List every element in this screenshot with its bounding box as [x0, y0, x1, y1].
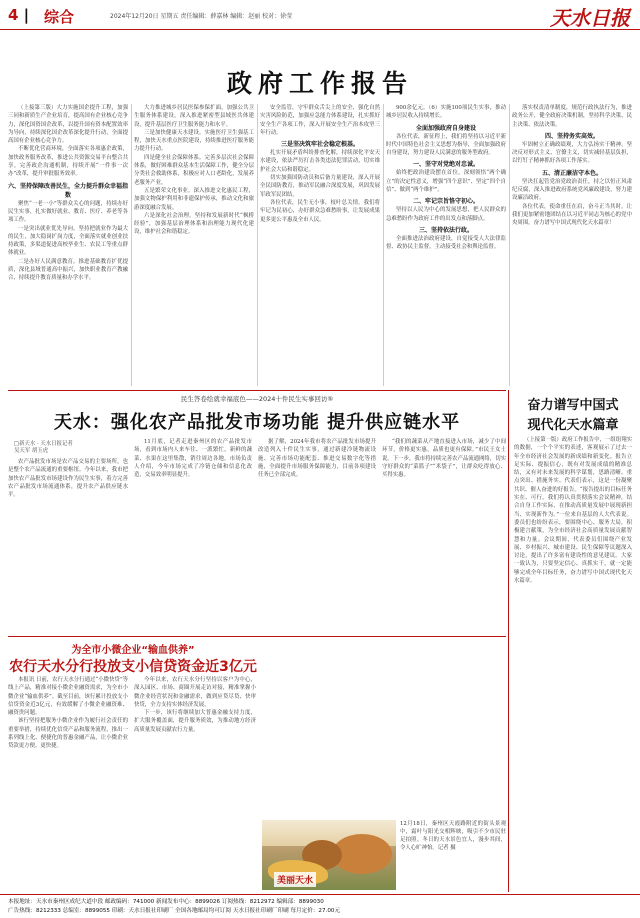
report-paragraph: 五是繁荣文化事业。深入推进文化惠民工程，加强文物保护利用和非遗保护传承，推动文化和旅游深度融合发展。	[134, 187, 254, 211]
report-paragraph: 落实权责清单制度，规范行政执法行为，推进政务公开，健全政府决策机制，坚持科学决策、民主决策、依法决策。	[512, 105, 632, 128]
footer-line: 本报地址：天水市秦州区成纪大道中段 邮政编码：741000 新闻发布中心：8899026 订阅热线：8212972 编辑部：8899030	[8, 899, 324, 905]
lower-column-3	[262, 641, 382, 817]
report-paragraph: 始终把政治建设摆在首位，深刻领悟“两个确立”的决定性意义，增强“四个意识”、坚定“四个自信”、做到“两个维护”。	[386, 170, 506, 194]
footer-line: 广告热线：8212333 总编室：8899055 印刷：天水日报社印刷厂 全国各地邮局均可订阅 天水日报社印刷厂印刷 每月定价：27.00元	[8, 908, 341, 914]
report-paragraph: 切实加强国防动员和后备力量建设，深入开展全民国防教育，推动军民融合深度发展，巩固发展军政军民团结。	[260, 175, 380, 198]
column-divider	[383, 104, 384, 386]
lower-paragraph: 下一步，该行将继续加大普惠金融支持力度，扩大服务覆盖面，提升服务质效，为推动地方经济高质量发展贡献农行力量。	[134, 710, 256, 733]
report-paragraph: 四是健全社会保障体系。完善多层次社会保障体系，做好困难群众基本生活保障工作，健全分层分类社会救助体系，积极应对人口老龄化，发展养老服务产业。	[134, 154, 254, 186]
byline-line: 吴天军 胡玉虎	[14, 448, 49, 454]
report-paragraph: 全面推进法治政府建设，自觉接受人大法律监督、政协民主监督，主动接受社会和舆论监督。	[386, 235, 506, 251]
section-rule	[8, 636, 506, 637]
column-divider	[131, 104, 132, 386]
lower-paragraph: 今年以来，农行天水分行坚持以客户为中心，深入园区、市场、商圈开展走访对接，精准掌握小微企业经营状况和金融需求，做到应贷尽贷、快审快贷，全力支持实体经济发展。	[134, 677, 256, 708]
report-column-1	[8, 104, 128, 389]
column-divider	[509, 104, 510, 386]
report-paragraph: （上接第三版）大力实施国企提升工程，加强三同和新质生产企业培育，提高国有企业核心竞争力，深化国资国企改革，以提升国有资本配置效率为导向，持续深化国企改革深化提升行动，全面提高国有企业核心竞争力。	[8, 105, 128, 145]
report-subheading: 一、坚守对党绝对忠诚。	[412, 161, 479, 169]
report-paragraph: 900余亿元。（6）实施100项民生实事，推动城乡居民收入持续增长。	[386, 105, 506, 120]
report-subheading: 三、坚持依法行政。	[418, 226, 473, 234]
report-column-3	[260, 104, 380, 389]
photo-caption: 12月18日，秦州区天霞路附近的街头景观中，霜叶与阳光交相辉映，吸引不少市民驻足拍照。冬日的天水景色宜人，漫步其间，令人心旷神怡。记者 摄	[400, 821, 506, 851]
sidebar-paragraph: （上接第一版）政府工作报告中，一组组翔实的数据，一个个平实的表述，客观展示了过去一年全市经济社会发展的新成绩和新变化。报告立足实际、提振信心，既有对发展成绩的精准总结，又有对未来发展的科学谋划，思路清晰、重点突出、措施务实。代表们表示，这是一份凝聚共识、催人奋进的好报告。“报告提出的目标任务实在、可行，我们将认真贯彻落实会议精神，结合自身工作实际，在推动高质量发展中展现新担当、实现新作为。”一位来自基层的人大代表说。委员们也纷纷表示，要围绕中心、服务大局，积极建言献策，为全市经济社会高质量发展贡献智慧和力量。会议期间，代表委员们围绕产业发展、乡村振兴、城市建设、民生保障等议题深入讨论，提出了许多富有建设性的意见建议。大家一致认为，只要坚定信心、真抓实干，就一定能够完成全年目标任务，奋力谱写中国式现代化天水篇章。	[514, 437, 632, 585]
footer	[0, 894, 640, 918]
report-subheading: 全面加强政府自身建设	[415, 124, 476, 132]
byline-line: □新天水 · 天水日报记者	[14, 441, 73, 447]
feature-column-4	[382, 438, 506, 633]
feature-headline: 天水：强化农产品批发市场功能 提升供应链水平	[53, 412, 461, 433]
masthead	[0, 0, 640, 30]
page-number: 4 |	[8, 6, 30, 24]
lower-column-4	[386, 641, 506, 817]
report-paragraph: 大力推进城乡居民医保参保扩面，加强公共卫生服务体系建设，深入推进紧密型县域医共体建设，提升基层医疗卫生服务能力和水平。	[134, 105, 254, 128]
report-paragraph: 二是办好人民满意教育。推进基础教育扩优提质，深化县域普通高中振兴，加快职业教育产教融合，持续提升教育质量和办学水平。	[8, 258, 128, 282]
report-subheading: 三是坚决筑牢社会稳定根基。	[280, 141, 359, 149]
report-paragraph: 聚焦“一老一小”等群众关心的问题，持续办好民生实事，扎实做好就业、教育、医疗、养老等各项工作。	[8, 200, 128, 224]
report-subheading: 四、坚持务实高效。	[544, 132, 599, 140]
report-paragraph: 一是突出就业优先导向。坚持把就业作为最大的民生，加大稳岗扩岗力度，全面落实就业创业扶持政策，多渠道促进高校毕业生、农民工等重点群体就业。	[8, 225, 128, 257]
feature-column-3	[258, 438, 376, 633]
report-column-4	[386, 104, 506, 389]
photo-logo: 美丽天水	[274, 872, 316, 887]
report-paragraph: 安全监管，守牢群众舌尖上的安全，强化自然灾害风险防范，加强应急能力体系建设，扎实抓好安全生产各项工作，深入开展安全生产治本攻坚三年行动。	[260, 105, 380, 136]
feature-paragraph: 11月底，记者走进秦州区的农产品批发市场，看到市场内人来车往、一派繁忙，新鲜的蔬菜、水果在这里集散，销往周边各地。市场负责人介绍，今年市场完成了冷链仓储和信息化改造，交易效率明显提升。	[134, 439, 252, 479]
sidebar-title-line2: 现代化天水篇章	[527, 418, 619, 433]
lower-kicker: 为全市小微企业“输血供养”	[71, 645, 195, 656]
newspaper-logo: 天水日报	[550, 6, 630, 30]
feature-column-1	[8, 458, 128, 633]
report-subheading: 二、牢记宗旨恪守初心。	[412, 198, 479, 206]
report-title: 政府工作报告	[226, 69, 413, 98]
report-column-5	[512, 104, 632, 389]
lower-column-2	[134, 676, 256, 891]
report-paragraph: 扎实开展矛盾纠纷排查化解，持续深化平安天水建设，依法严厉打击各类违法犯罪活动，切实维护社会大局和谐稳定。	[260, 150, 380, 173]
lower-paragraph: 该行坚持把服务小微企业作为履行社会责任的重要举措，持续优化信贷产品和服务流程，推出一系列线上化、便捷化的普惠金融产品，让小微企业贷款更方便、更快捷。	[8, 718, 128, 750]
feature-column-2	[134, 438, 252, 633]
report-paragraph: 三是加快健康天水建设。实施医疗卫生强基工程，加快天水重点医院建设，持续推进医疗服务能力提升行动。	[134, 129, 254, 153]
column-divider	[257, 104, 258, 386]
feature-paragraph: 据了解，2024年我市将农产品批发市场提升改造列入十件民生实事，通过新建冷链物流设施、完善市场功能配套、推进交易数字化等措施，全面提升市场服务保障能力，目前各项建设任务已全部完成。	[258, 439, 376, 479]
report-paragraph: 坚持以人民为中心的发展思想，把人民群众的急难愁盼作为政府工作的出发点和落脚点。	[386, 207, 506, 222]
sidebar-body	[514, 436, 632, 891]
report-paragraph: 各位代表，使命重任在肩，奋斗正当其时。让我们更加紧密地团结在以习近平同志为核心的党中央周围，奋力谱写中国式现代化天水篇章！	[512, 203, 632, 227]
report-subheading: 六、坚持保障改善民生，全力提升群众幸福指数	[8, 182, 128, 199]
sidebar-divider	[508, 390, 509, 892]
report-paragraph: 牢固树立正确政绩观，大力弘扬实干精神，坚决反对形式主义、官僚主义，切实减轻基层负担，以钉钉子精神抓好各项工作落实。	[512, 141, 632, 165]
feature-kicker: 民生答卷绘就幸福底色——2024十件民生实事回访⑤	[180, 395, 334, 403]
sidebar-title-line1: 奋力谱写中国式	[527, 398, 619, 413]
report-paragraph: 各位代表，新征程上，我们将坚持以习近平新时代中国特色社会主义思想为指导，全面加强政府自身建设，努力建设人民满意的服务型政府。	[386, 133, 506, 157]
report-paragraph: 各位代表，民生无小事，枝叶总关情。我们将牢记为民初心，办好群众急难愁盼事，让发展成果更多更公平惠及全市人民。	[260, 199, 380, 223]
lower-headline: 农行天水分行投放支小信贷资金近3亿元	[9, 659, 257, 675]
feature-byline	[14, 441, 73, 455]
lower-column-1	[8, 676, 128, 891]
feature-paragraph: “我们的蔬菜从产地直接进入市场，减少了中间环节，价格更实惠，品质也更有保障。”市民王女士说。下一步，我市将持续完善农产品流通网络，切实守好群众的“菜篮子”“米袋子”，让群众吃得放心、买得实惠。	[382, 439, 506, 479]
edition-meta: 2024年12月20日 星期五 责任编辑：薛嘉林 编辑：赵丽 校对：徐莹	[110, 13, 293, 20]
report-column-2	[134, 104, 254, 389]
report-paragraph: 坚决扛起管党治党政治责任，持之以恒正风肃纪反腐，深入推进政府系统党风廉政建设，努力建设廉洁政府。	[512, 178, 632, 202]
lower-paragraph: 本报讯 日前，农行天水分行通过“小微快贷”等线上产品，精准对接小微企业融资需求，为全市小微企业“输血供养”。截至目前，该行累计投放支小信贷资金近3亿元，有效缓解了小微企业融资难、融资贵问题。	[8, 677, 128, 717]
feature-paragraph: 农产品批发市场是农产品交易的主要场所，也是整个农产品流通的重要枢纽。今年以来，我市把加快农产品批发市场建设作为民生实事，着力完善农产品批发市场流通体系，提升农产品供应链水平。	[8, 459, 128, 499]
report-paragraph: 六是深化社会治理。坚持和发展新时代“枫桥经验”，加强基层治理体系和治理能力现代化建设，维护社会和谐稳定。	[134, 212, 254, 236]
section-rule	[8, 390, 506, 391]
report-subheading: 五、清正廉洁守本色。	[541, 169, 602, 177]
section-name: 综合	[44, 8, 75, 26]
report-paragraph: 不断优化营商环境，全面落实各项惠企政策，加快政务服务改革，推进公共资源交易平台整合共享。完善政企沟通机制，持续开展“一件事一次办”改革，提升审批服务效率。	[8, 146, 128, 178]
news-photo	[262, 820, 396, 890]
